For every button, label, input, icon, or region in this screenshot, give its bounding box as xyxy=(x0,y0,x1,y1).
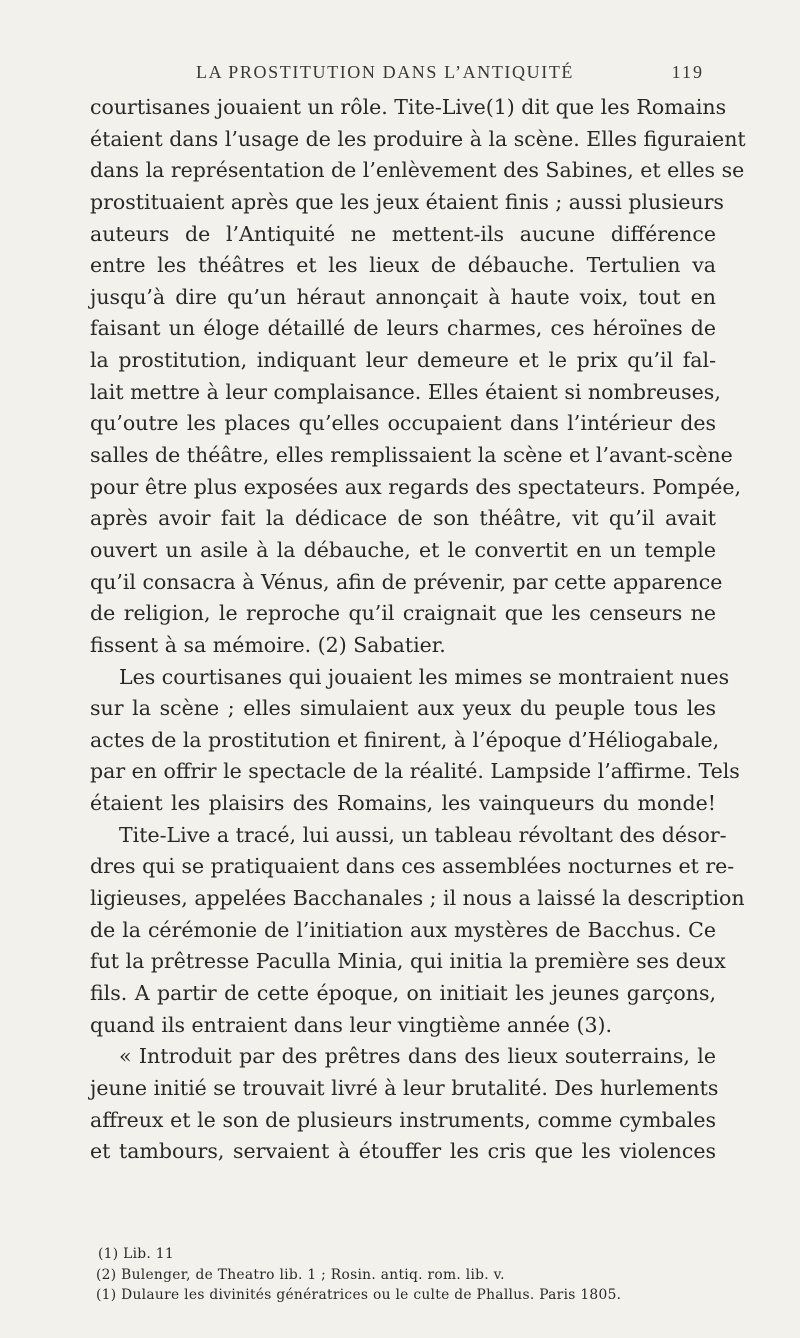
text-line: entre les théâtres et les lieux de débauche. Tertulien va xyxy=(90,253,716,278)
text-line: auteurs de l’Antiquité ne mettent-ils aucune différence xyxy=(90,221,716,246)
text-line: fissent à sa mémoire. (2) Sabatier. xyxy=(90,632,446,657)
text-line: actes de la prostitution et finirent, à l’époque d’Héliogabale, xyxy=(90,727,720,752)
text-line: fut la prêtresse Paculla Minia, qui initia la première ses deux xyxy=(90,949,726,974)
text-line: qu’il consacra à Vénus, afin de prévenir, par cette apparence xyxy=(90,569,723,594)
text-line: quand ils entraient dans leur vingtième année (3). xyxy=(90,1012,613,1037)
running-head xyxy=(0,62,800,92)
page-number: 119 xyxy=(671,62,704,82)
text-line: dres qui se pratiquaient dans ces assemblées nocturnes et re- xyxy=(90,854,735,879)
text-line: et tambours, servaient à étouffer les cris que les violences xyxy=(90,1139,716,1164)
text-line: étaient les plaisirs des Romains, les vainqueurs du monde! xyxy=(90,791,716,816)
text-line: ouvert un asile à la débauche, et le convertit en un temple xyxy=(90,537,716,562)
footnote: (2) Bulenger, de Theatro lib. 1 ; Rosin. antiq. rom. lib. v. xyxy=(96,1266,505,1283)
text-line: fils. A partir de cette époque, on initiait les jeunes garçons, xyxy=(90,980,716,1005)
text-line: ligieuses, appelées Bacchanales ; il nous a laissé la description xyxy=(90,886,745,911)
footnotes xyxy=(90,1244,716,1306)
text-line: courtisanes jouaient un rôle. Tite-Live(1) dit que les Romains xyxy=(90,95,727,119)
text-line: lait mettre à leur complaisance. Elles étaient si nombreuses, xyxy=(90,379,721,404)
footnote: (1) Dulaure les divinités génératrices ou le culte de Phallus. Paris 1805. xyxy=(96,1287,622,1303)
body-text xyxy=(90,92,746,1168)
text-line: Les courtisanes qui jouaient les mimes se montraient nues xyxy=(119,664,730,689)
text-line: dans la représentation de l’enlèvement des Sabines, et elles se xyxy=(90,158,745,183)
text-line: sur la scène ; elles simulaient aux yeux du peuple tous les xyxy=(90,696,716,721)
text-line: pour être plus exposées aux regards des spectateurs. Pompée, xyxy=(90,474,742,499)
text-line: de religion, le reproche qu’il craignait que les censeurs ne xyxy=(90,601,716,626)
text-line: Tite-Live a tracé, lui aussi, un tableau révoltant des désor- xyxy=(119,822,727,847)
text-line: la prostitution, indiquant leur demeure et le prix qu’il fal- xyxy=(90,348,716,373)
text-line: qu’outre les places qu’elles occupaient dans l’intérieur des xyxy=(90,411,716,436)
text-line: après avoir fait la dédicace de son théâtre, vit qu’il avait xyxy=(90,506,716,531)
text-line: « Introduit par des prêtres dans des lieux souterrains, le xyxy=(119,1044,716,1069)
text-line: de la cérémonie de l’initiation aux mystères de Bacchus. Ce xyxy=(90,917,716,942)
text-line: étaient dans l’usage de les produire à la scène. Elles figuraient xyxy=(90,126,746,151)
running-title: LA PROSTITUTION DANS L’ANTIQUITÉ xyxy=(196,62,575,82)
text-line: faisant un éloge détaillé de leurs charmes, ces héroïnes de xyxy=(90,316,716,341)
text-line: prostituaient après que les jeux étaient finis ; aussi plusieurs xyxy=(90,189,724,214)
text-line: par en offrir le spectacle de la réalité. Lampside l’affirme. Tels xyxy=(90,759,740,784)
text-line: salles de théâtre, elles remplissaient la scène et l’avant-scène xyxy=(90,443,733,468)
footnote: (1) Lib. 11 xyxy=(98,1246,174,1262)
text-line: affreux et le son de plusieurs instruments, comme cymbales xyxy=(90,1107,716,1132)
text-line: jeune initié se trouvait livré à leur brutalité. Des hurlements xyxy=(90,1075,719,1100)
text-line: jusqu’à dire qu’un héraut annonçait à haute voix, tout en xyxy=(90,284,716,309)
